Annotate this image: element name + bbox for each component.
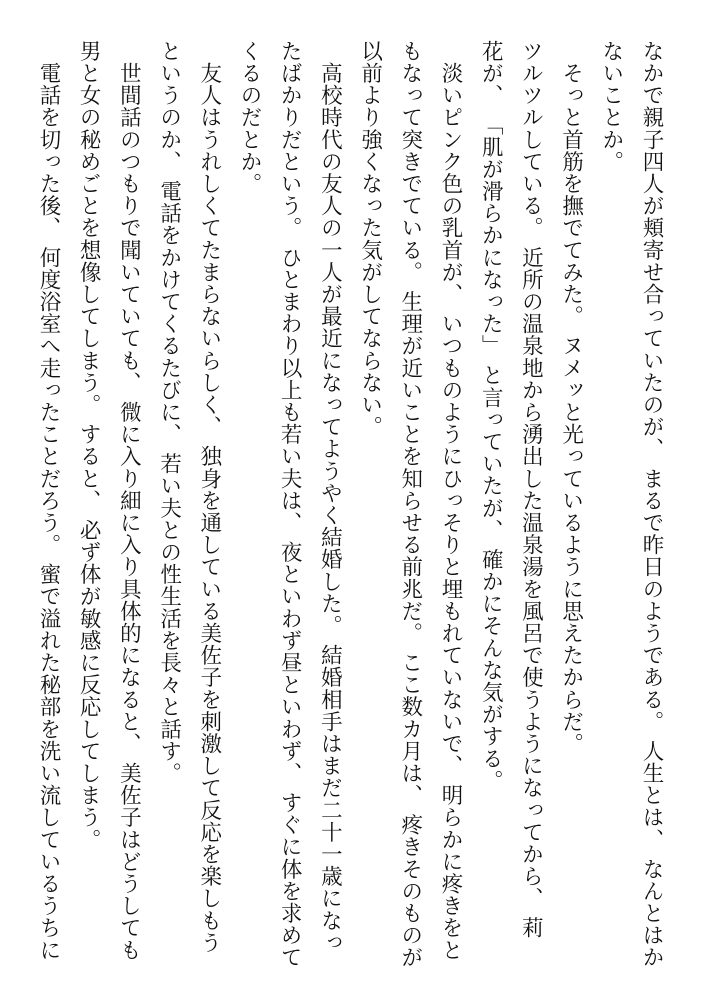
text-line: もなって突きでている。 生理が近いことを知らせる前兆だ。 ここ数カ月は、 疼きそのものが [397, 40, 423, 969]
text-line: ないことか。 [598, 40, 624, 173]
text-line: そっと首筋を撫でてみた。 ヌメッと光っているように思えたからだ。 [558, 40, 584, 755]
text-line: たばかりだという。 ひとまわり以上も若い夫は、 夜といわず昼といわず、 すぐに体を求めて [277, 40, 303, 969]
text-line: 男と女の秘めごとを想像してしまう。 すると、 必ず体が敏感に反応してしまう。 [76, 40, 102, 851]
text-line: くるのだとか。 [236, 40, 262, 195]
text-line: 世間話のつもりで聞いていても、 微に入り細に入り具体的になると、 美佐子はどうしても [116, 40, 142, 961]
text-line: 以前より強くなった気がしてならない。 [357, 40, 383, 438]
text-line: 高校時代の友人の一人が最近になってようやく結婚した。 結婚相手はまだ二十一歳になっ [317, 40, 343, 954]
text-line: 友人はうれしくてたまらないらしく、 独身を通している美佐子を刺激して反応を楽しもう [196, 40, 222, 954]
text-line: というのか、 電話をかけてくるたびに、 若い夫との性生活を長々と話す。 [156, 40, 182, 785]
text-line: ツルツルしている。 近所の温泉地から湧出した温泉湯を風呂で使うようになってから、 莉 [518, 40, 544, 939]
vertical-text-body [28, 40, 671, 980]
text-line: 花が、 「肌が滑らかになった」 と言っていたが、 確かにそんな気がする。 [478, 40, 504, 792]
text-line: 電話を切った後、 何度浴室へ走ったことだろう。 蜜で溢れた秘部を洗い流しているうちに [35, 40, 61, 961]
text-line: 淡いピンク色の乳首が、 いつものようにひっそりと埋もれていないで、 明らかに疼きをと [437, 40, 463, 961]
text-line: なかで親子四人が頬寄せ合っていたのが、 まるで昨日のようである。 人生とは、 なんとはか [639, 40, 664, 969]
